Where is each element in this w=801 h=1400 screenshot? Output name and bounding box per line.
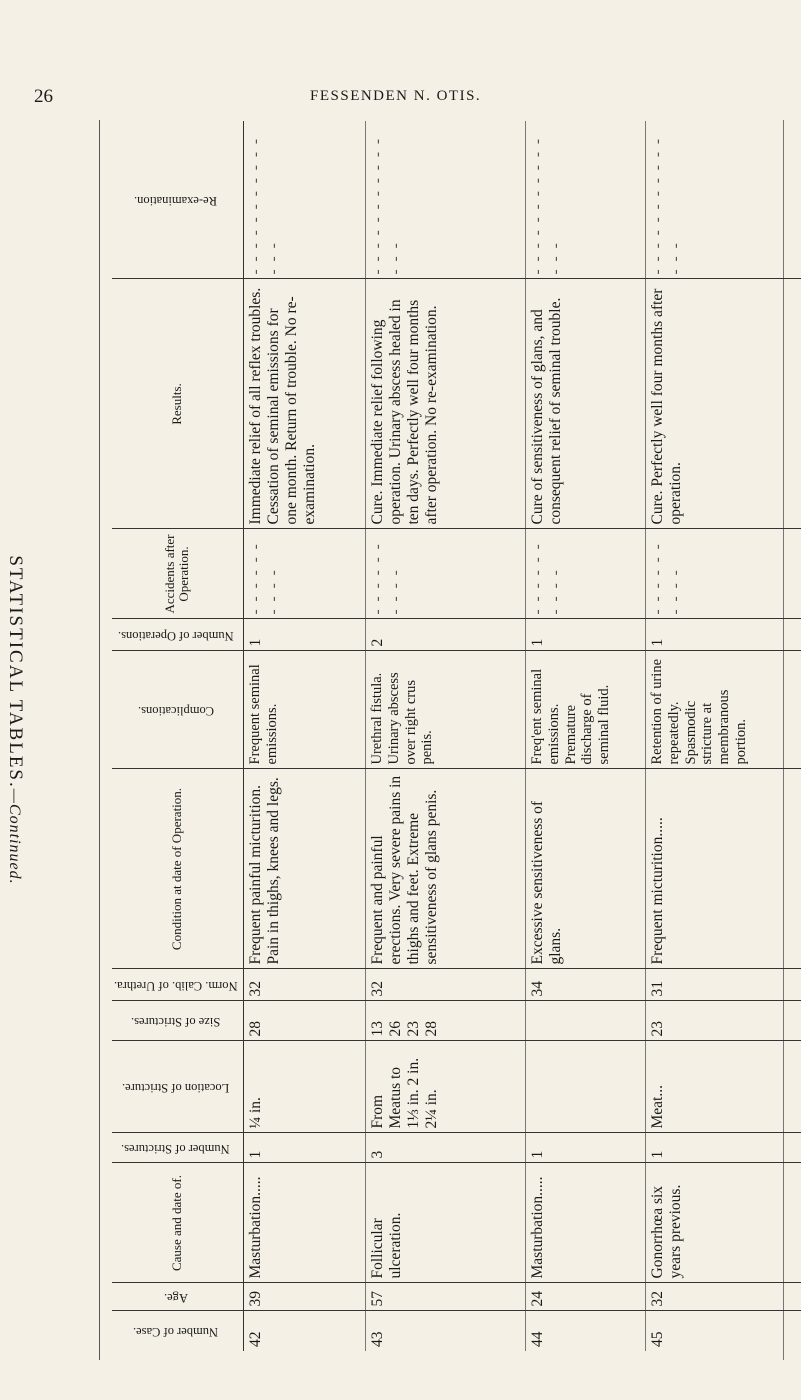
header-complications-text: Complications. <box>137 703 214 718</box>
cell-calibre: 32 <box>365 969 525 1001</box>
header-number-operations-text: Number of Operations. <box>117 628 234 643</box>
table-row <box>365 121 525 1351</box>
cell-condition: Frequent micturition..... <box>645 769 801 969</box>
cell-accidents: - - - - - - - - - - <box>243 529 365 619</box>
header-condition: Condition at date of Operation. <box>112 769 243 969</box>
table-row <box>243 121 365 1351</box>
cell-case: 43 <box>365 1311 525 1351</box>
cell-cause: Follicular ulceration. <box>365 1163 525 1283</box>
cell-age: 57 <box>365 1283 525 1311</box>
cell-location: ¼ in. <box>243 1041 365 1133</box>
running-head: FESSENDEN N. OTIS. <box>310 88 482 104</box>
table-row <box>525 121 645 1351</box>
header-reexamination <box>112 121 243 279</box>
cell-age: 32 <box>645 1283 801 1311</box>
cell-age: 39 <box>243 1283 365 1311</box>
header-location-text: Location of Stricture. <box>122 1080 230 1095</box>
header-location <box>112 1041 243 1133</box>
cell-reexamination: - - - - - - - - - - - - - - <box>648 136 684 275</box>
cell-num-operations: 2 <box>365 619 525 651</box>
cell-location: Meat... <box>645 1041 801 1133</box>
cell-num-operations: 1 <box>243 619 365 651</box>
cell-complications: Urethral fistula. Urinary abscess over right crus penis. <box>365 651 525 769</box>
cell-calibre: 32 <box>243 969 365 1001</box>
cell-condition: Excessive sensitiveness of glans. <box>525 769 645 969</box>
cell-results: Immediate relief of all reflex troubles. Cessation of seminal emissions for one month. Return of trouble. No re-examination. <box>243 279 365 529</box>
header-case-number <box>112 1311 243 1351</box>
cell-cause: Gonorrhœa six years previous. <box>645 1163 801 1283</box>
side-title-continued: —Continued. <box>6 788 23 885</box>
cell-case: 44 <box>525 1311 645 1351</box>
header-accidents: Accidents after Operation. <box>112 529 243 619</box>
cell-cause: Masturbation..... <box>525 1163 645 1283</box>
header-age-text: Age. <box>163 1290 188 1305</box>
page-rule-left <box>99 120 100 1360</box>
header-calibre <box>112 969 243 1001</box>
cell-location <box>525 1041 645 1133</box>
cell-size: 28 <box>243 1001 365 1041</box>
cell-cause: Masturbation..... <box>243 1163 365 1283</box>
cell-complications: Freq'ent seminal emissions. Premature discharge of seminal fluid. <box>525 651 645 769</box>
cell-case: 42 <box>243 1311 365 1351</box>
statistical-table-wrapper <box>112 121 770 1351</box>
cell-num-strictures: 1 <box>243 1133 365 1163</box>
cell-reexamination: - - - - - - - - - - - - - - <box>368 136 404 275</box>
cell-size: 23 <box>645 1001 801 1041</box>
header-number-strictures-text: Number of Strictures. <box>121 1141 231 1156</box>
header-number-operations <box>112 619 243 651</box>
cell-condition: Frequent and painful erections. Very severe pains in thighs and feet. Extreme sensitiveness of glans penis. <box>365 769 525 969</box>
table-header-row <box>112 121 243 1351</box>
cell-num-operations: 1 <box>645 619 801 651</box>
cell-accidents: - - - - - - - - - - <box>365 529 525 619</box>
header-size <box>112 1001 243 1041</box>
cell-accidents: - - - - - - - - - - <box>645 529 801 619</box>
cell-calibre: 31 <box>645 969 801 1001</box>
cell-case: 45 <box>645 1311 801 1351</box>
cell-complications: Frequent seminal emissions. <box>243 651 365 769</box>
cell-num-strictures: 1 <box>525 1133 645 1163</box>
cell-num-operations: 1 <box>525 619 645 651</box>
header-complications <box>112 651 243 769</box>
side-title-main: STATISTICAL TABLES. <box>5 555 26 789</box>
cell-reexamination: - - - - - - - - - - - - - - <box>246 136 282 275</box>
cell-age: 24 <box>525 1283 645 1311</box>
cell-results: Cure of sensitiveness of glans, and consequent relief of seminal trouble. <box>525 279 645 529</box>
cell-calibre: 34 <box>525 969 645 1001</box>
header-cause: Cause and date of. <box>112 1163 243 1283</box>
cell-accidents: - - - - - - - - - - <box>525 529 645 619</box>
cell-complications: Retention of urine repeatedly. Spasmodic stricture at membranous portion. <box>645 651 801 769</box>
cell-results: Cure. Immediate relief following operation. Urinary abscess healed in ten days. Perfectly well four months after operation. No re-examination. <box>365 279 525 529</box>
header-results: Results. <box>112 279 243 529</box>
cell-size: 13 26 23 28 <box>365 1001 525 1041</box>
header-calibre-text: Norm. Calib. of Urethra. <box>114 978 238 993</box>
statistical-table <box>112 121 801 1351</box>
cell-num-strictures: 3 <box>365 1133 525 1163</box>
side-title <box>0 410 26 1030</box>
cell-results: Cure. Perfectly well four months after operation. <box>645 279 801 529</box>
header-reexamination-text: Re-examination. <box>134 193 218 208</box>
cell-condition: Frequent painful micturition. Pain in thighs, knees and legs. <box>243 769 365 969</box>
cell-reexamination: - - - - - - - - - - - - - - <box>528 136 564 275</box>
header-case-number-text: Number of Case. <box>133 1325 219 1340</box>
header-number-strictures <box>112 1133 243 1163</box>
cell-num-strictures: 1 <box>645 1133 801 1163</box>
header-size-text: Size of Strictures. <box>131 1014 221 1029</box>
header-age <box>112 1283 243 1311</box>
cell-size <box>525 1001 645 1041</box>
page-number: 26 <box>34 86 53 107</box>
table-row <box>645 121 801 1351</box>
cell-location: From Meatus to 1⅓ in. 2 in. 2¼ in. <box>365 1041 525 1133</box>
